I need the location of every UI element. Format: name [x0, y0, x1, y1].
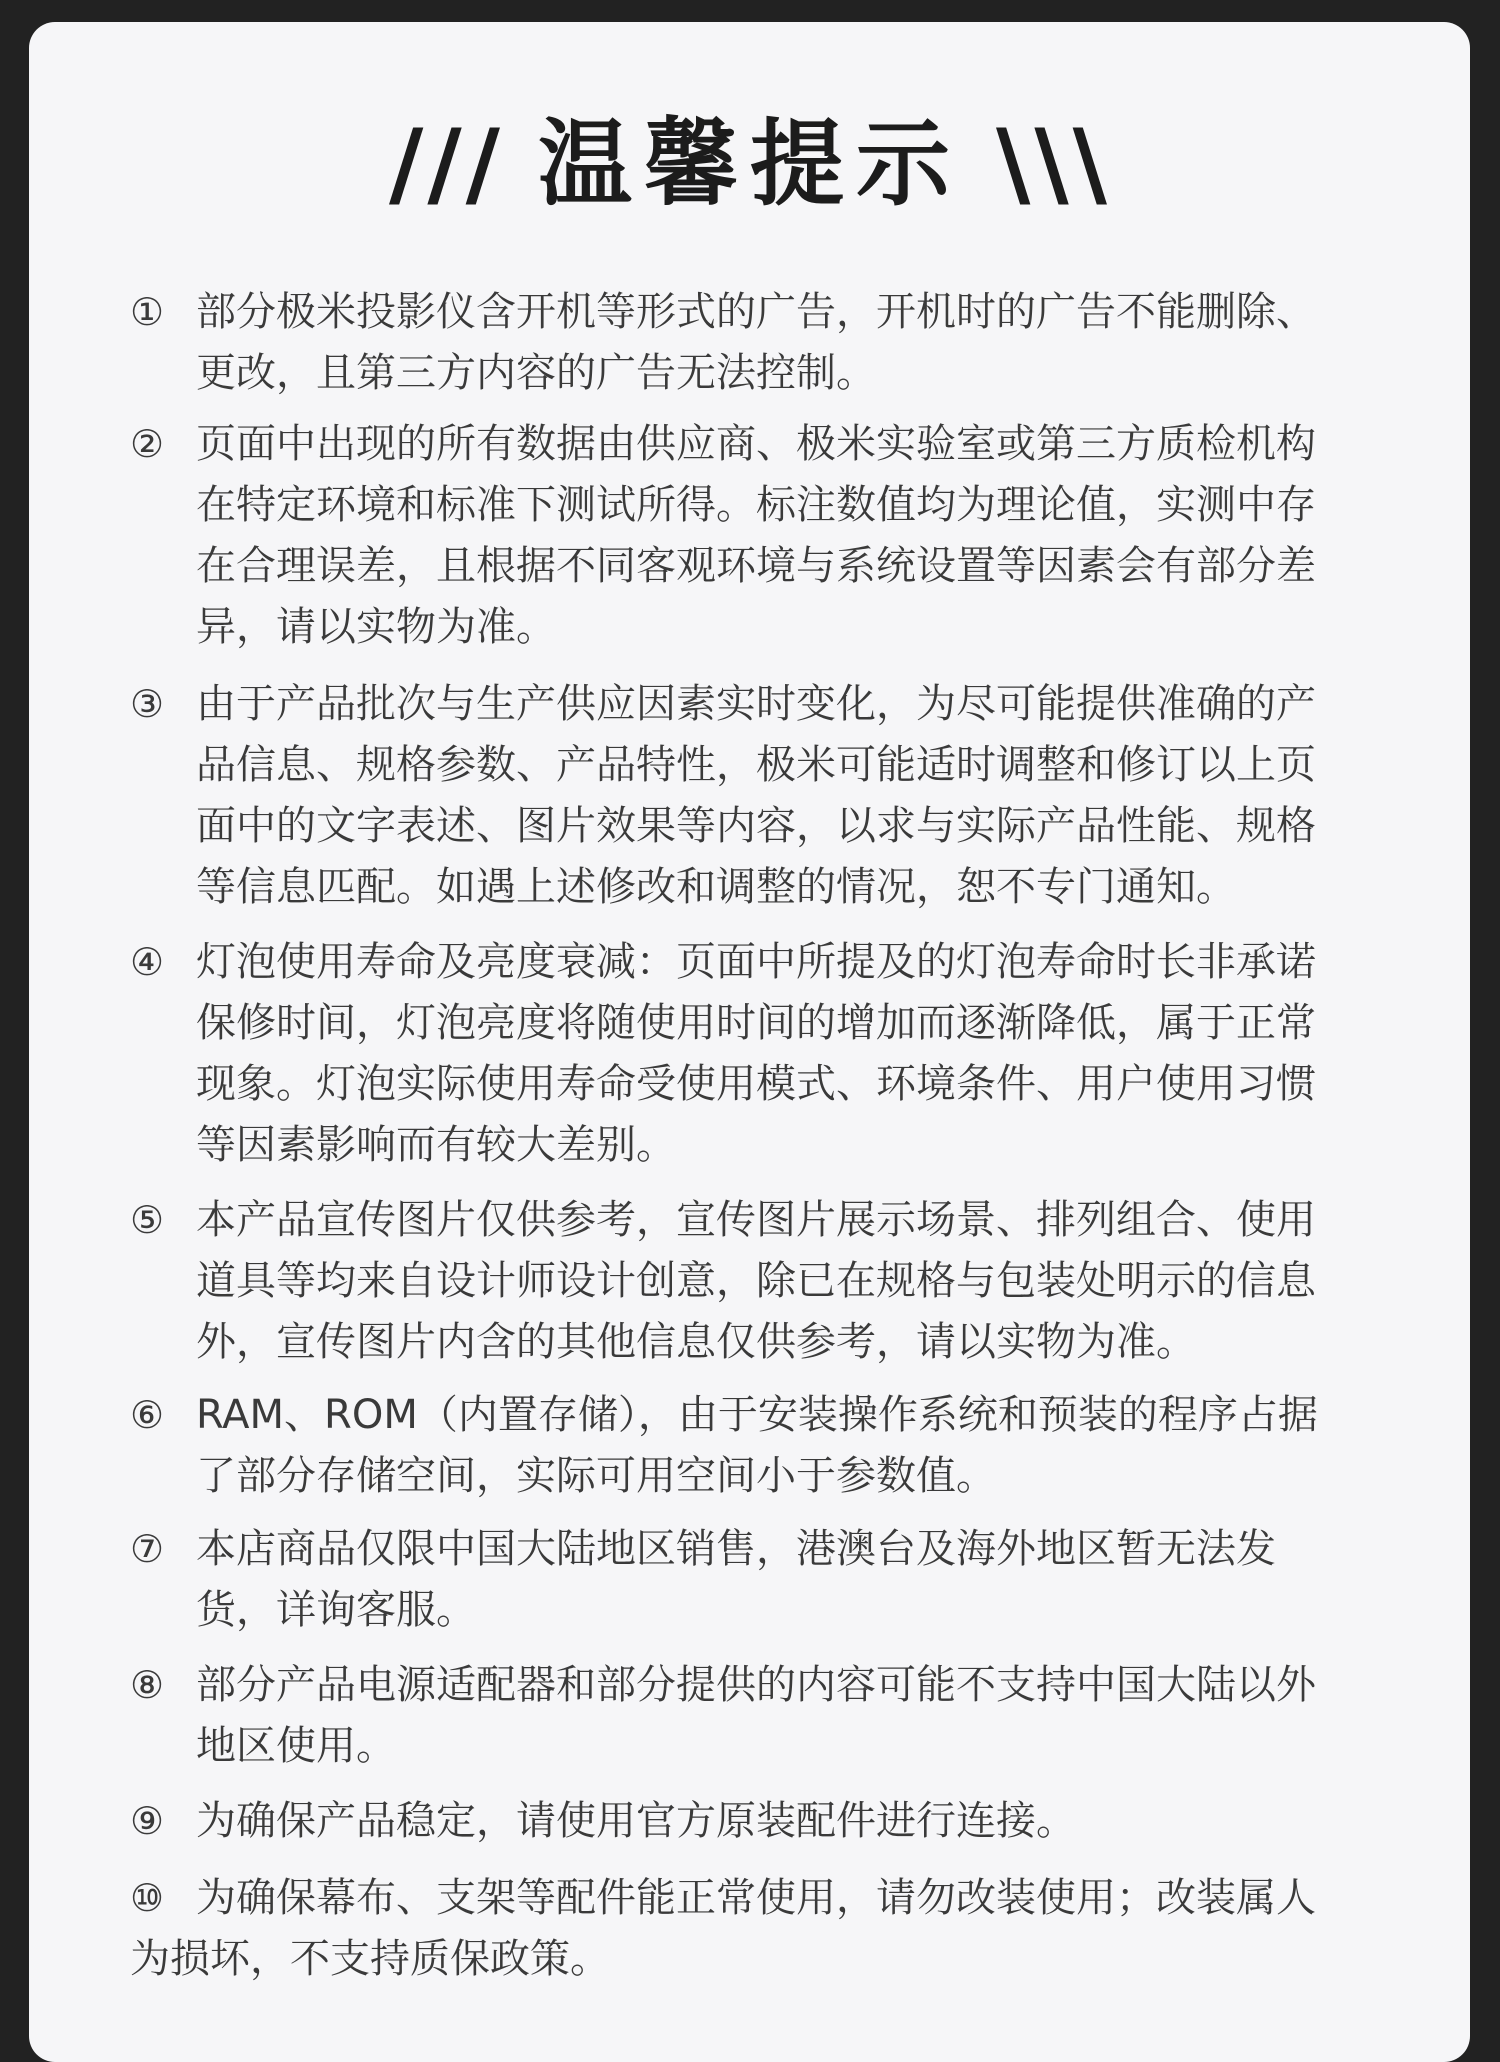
page-title	[0, 110, 1500, 220]
title-text: 温馨提示	[537, 110, 962, 219]
notice-number: ①	[130, 290, 165, 334]
notice-text: 部分极米投影仪含开机等形式的广告，开机时的广告不能删除、更改，且第三方内容的广告无法控制。	[196, 289, 1316, 396]
notice-item-4	[130, 932, 1350, 1176]
notice-number: ⑩	[130, 1876, 165, 1920]
notice-item-2	[130, 414, 1350, 658]
notice-item-1	[130, 282, 1350, 404]
notice-number: ②	[130, 422, 165, 466]
title-left-slashes: ///	[388, 110, 504, 219]
notice-number: ⑥	[130, 1393, 165, 1437]
title-right-slashes: \\\	[996, 110, 1111, 219]
notice-text: 部分产品电源适配器和部分提供的内容可能不支持中国大陆以外地区使用。	[196, 1662, 1316, 1769]
notice-text: 由于产品批次与生产供应因素实时变化，为尽可能提供准确的产品信息、规格参数、产品特性，极米可能适时调整和修订以上页面中的文字表述、图片效果等内容，以求与实际产品性能、规格等信息匹配。如遇上述修改和调整的情况，恕不专门通知。	[196, 681, 1316, 910]
notice-item-9	[130, 1791, 1350, 1852]
notice-number: ⑦	[130, 1527, 165, 1571]
notice-text: 为确保产品稳定，请使用官方原装配件进行连接。	[196, 1798, 1076, 1844]
notice-text: 本店商品仅限中国大陆地区销售，港澳台及海外地区暂无法发货，详询客服。	[196, 1526, 1276, 1633]
notice-item-8	[130, 1655, 1350, 1777]
notice-number: ⑨	[130, 1799, 165, 1843]
notice-text: 为确保幕布、支架等配件能正常使用，请勿改装使用；改装属人为损坏，不支持质保政策。	[130, 1875, 1316, 1982]
notice-number: ⑧	[130, 1663, 165, 1707]
notice-number: ④	[130, 940, 165, 984]
notice-text: 本产品宣传图片仅供参考，宣传图片展示场景、排列组合、使用道具等均来自设计师设计创意，除已在规格与包装处明示的信息外，宣传图片内含的其他信息仅供参考，请以实物为准。	[196, 1197, 1316, 1365]
notice-text: 页面中出现的所有数据由供应商、极米实验室或第三方质检机构在特定环境和标准下测试所得。标注数值均为理论值，实测中存在合理误差，且根据不同客观环境与系统设置等因素会有部分差异，请以实物为准。	[196, 421, 1316, 650]
notice-text: RAM、ROM（内置存储），由于安装操作系统和预装的程序占据了部分存储空间，实际可用空间小于参数值。	[196, 1392, 1318, 1499]
notice-item-7	[130, 1519, 1350, 1641]
notice-text: 灯泡使用寿命及亮度衰减：页面中所提及的灯泡寿命时长非承诺保修时间，灯泡亮度将随使用时间的增加而逐渐降低，属于正常现象。灯泡实际使用寿命受使用模式、环境条件、用户使用习惯等因素影响而有较大差别。	[196, 939, 1316, 1168]
notice-item-5	[130, 1190, 1350, 1373]
notice-number: ③	[130, 682, 165, 726]
notice-item-10	[130, 1868, 1350, 1990]
notice-number: ⑤	[130, 1198, 165, 1242]
notice-item-3	[130, 674, 1350, 918]
notice-list	[130, 282, 1350, 1990]
notice-item-6	[130, 1385, 1350, 1507]
